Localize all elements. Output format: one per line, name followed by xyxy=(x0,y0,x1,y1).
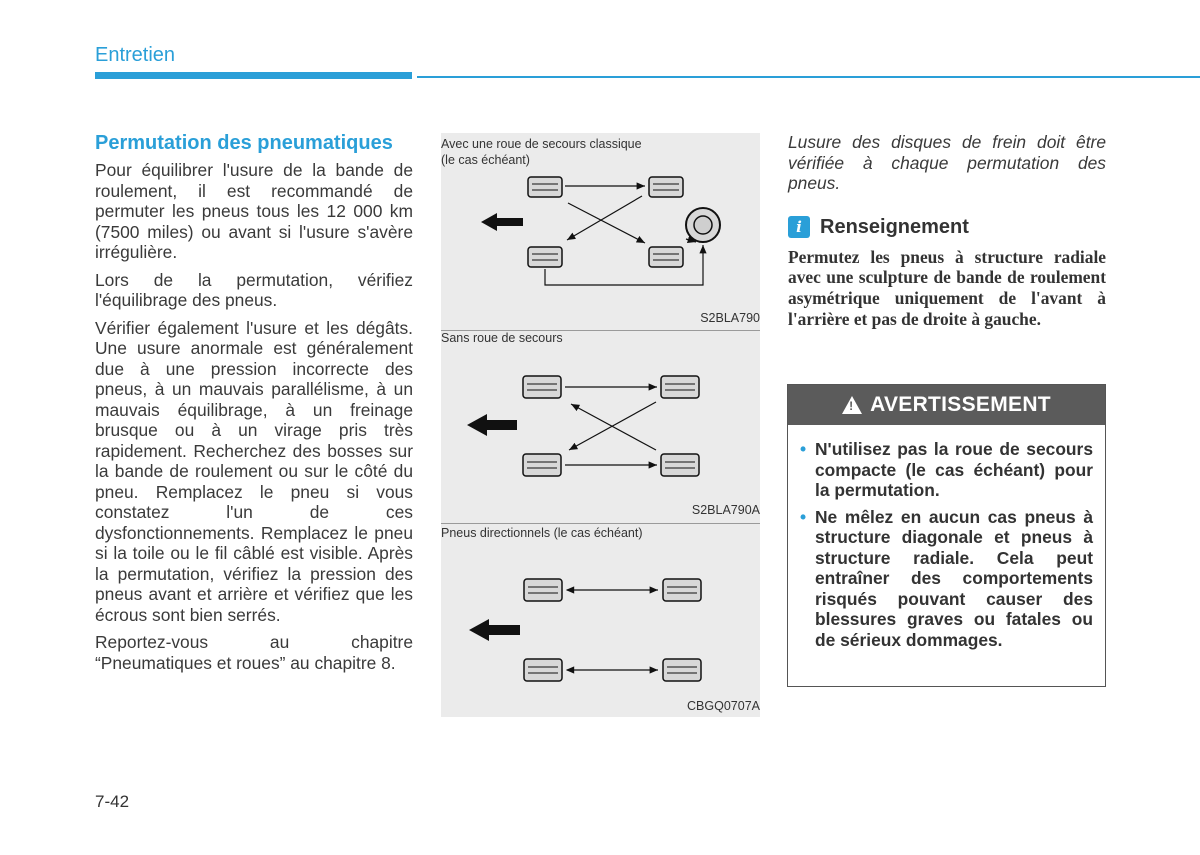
brake-disc-note: Lusure des disques de frein doit être vérifiée à chaque permutation des pneus. xyxy=(788,132,1106,193)
section-title: Permutation des pneumatiques xyxy=(95,132,393,154)
figure-code: S2BLA790 xyxy=(700,311,760,325)
paragraph: Lors de la permutation, vérifiez l'équilibrage des pneus. xyxy=(95,269,413,310)
info-icon: i xyxy=(788,216,810,238)
warning-list xyxy=(788,425,1105,650)
page-number: 7-42 xyxy=(95,792,130,811)
figure-with-spare xyxy=(441,133,760,330)
spare-wheel-icon xyxy=(686,208,720,242)
warning-triangle-icon: ! xyxy=(842,396,862,414)
figure-code: CBGQ0707A xyxy=(687,699,760,713)
warning-item xyxy=(800,507,1093,651)
figure-no-spare xyxy=(441,330,760,523)
warning-item-text: Ne mêlez en aucun cas pneus à structure diagonale et pneus à structure radiale. Cela peut entraîner des comportements risqués pouvant causer des blessures graves ou fatales ou de sérieux dommages. xyxy=(815,506,1093,650)
paragraph: Pour équilibrer l'usure de la bande de roulement, il est recommandé de permuter les pneus tous les 12 000 km (7500 miles) ou avant si l'usure s'avère irrégulière. xyxy=(95,160,413,262)
bullet-icon: • xyxy=(800,439,807,459)
rotation-figures xyxy=(441,133,760,717)
tire-icon xyxy=(524,579,701,681)
direction-arrow-icon xyxy=(469,619,520,641)
figure-caption-sub: (le cas échéant) xyxy=(441,153,530,167)
info-heading xyxy=(788,216,1106,239)
header-rule-thin xyxy=(417,76,1200,78)
direction-arrow-icon xyxy=(481,213,523,231)
info-text: Permutez les pneus à structure radiale avec une sculpture de bande de roulement asymétrique uniquement de l'avant à l'arrière et pas de droite à gauche. xyxy=(788,246,1106,329)
header-rule-thick xyxy=(95,72,412,79)
warning-header xyxy=(788,385,1105,425)
paragraph: Vérifier également l'usure et les dégâts. Une usure anormale est généralement due à une pression incorrecte des pneus, à un mauvais parallélisme, à un mauvais équilibrage, à un freinage brusque ou à un virage pris très rapidement. Recherchez des bosses sur la bande de roulement ou sur le côté du pneu. Remplacez le pneu si vous constatez l'un de ces dysfonctionnements. Remplacez le pneu si la toile ou le fil câblé est visible. Après la permutation, vérifiez la pression des pneus avant et arrière et vérifiez que les écrous sont bien serrés. xyxy=(95,317,413,625)
figure-directional xyxy=(441,523,760,717)
figure-caption: Pneus directionnels (le cas échéant) xyxy=(441,526,643,540)
info-title: Renseignement xyxy=(820,215,969,238)
rotation-diagram-no-spare xyxy=(441,330,760,523)
warning-item xyxy=(800,439,1093,501)
right-column xyxy=(788,132,1106,329)
figure-caption: Avec une roue de secours classique xyxy=(441,137,642,151)
warning-title: AVERTISSEMENT xyxy=(870,393,1051,416)
figure-caption: Sans roue de secours xyxy=(441,331,563,345)
rotation-diagram-directional xyxy=(441,523,760,717)
left-column xyxy=(95,132,413,680)
direction-arrow-icon xyxy=(467,414,517,436)
header-title: Entretien xyxy=(95,44,176,66)
warning-box xyxy=(787,384,1106,687)
paragraph: Reportez-vous au chapitre “Pneumatiques et roues” au chapitre 8. xyxy=(95,632,413,673)
figure-code: S2BLA790A xyxy=(691,503,760,517)
bullet-icon: • xyxy=(800,506,807,527)
warning-item-text: N'utilisez pas la roue de secours compacte (le cas échéant) pour la permutation. xyxy=(815,439,1093,500)
rotation-diagram-with-spare xyxy=(441,133,760,330)
